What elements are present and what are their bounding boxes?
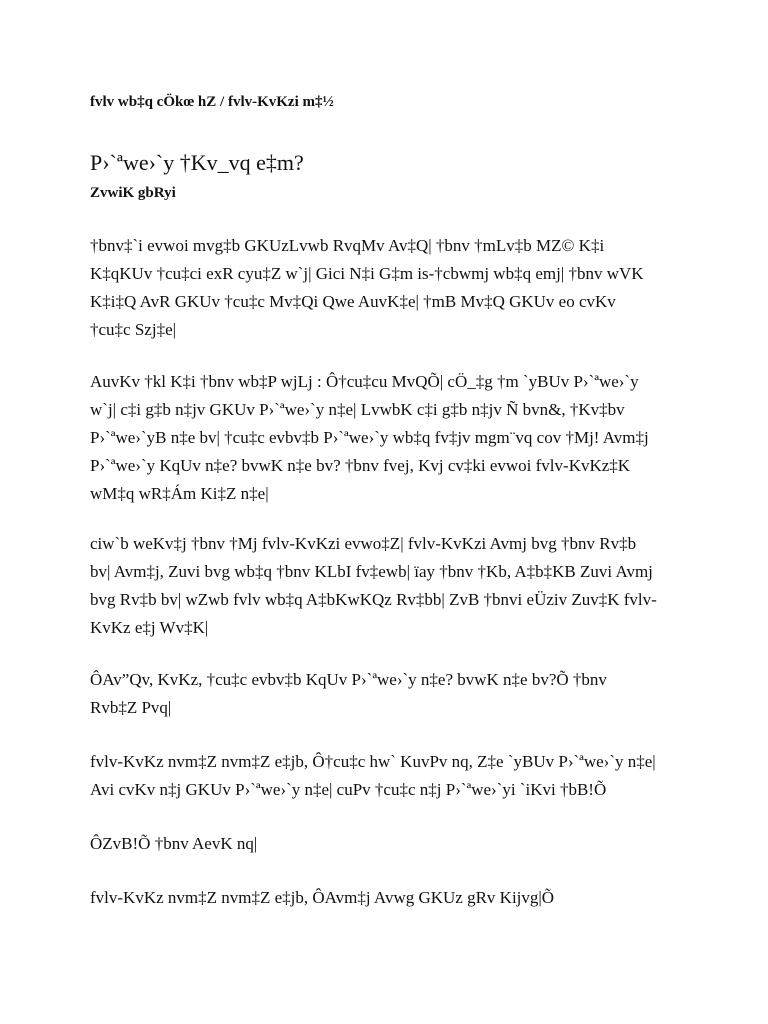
- paragraph: [90, 884, 554, 912]
- paragraph-line: Rvb‡Z Pvq|: [90, 698, 172, 717]
- document-header: fvlv wb‡q cÖkœ hZ / fvlv-KvKzi m‡½: [90, 94, 334, 110]
- paragraph-line: bvg Rv‡b bv| wZwb fvlv wb‡q A‡bKwKQz Rv‡bb| ZvB †bnvi eÜziv Zuv‡K fvlv-: [90, 590, 657, 609]
- paragraph: [90, 830, 257, 858]
- author-name: ZvwiK gbRyi: [90, 185, 176, 201]
- paragraph-line: †bnv‡`i evwoi mvg‡b GKUzLvwb RvqMv Av‡Q| †bnv †mLv‡b MZ© K‡i: [90, 236, 605, 255]
- paragraph-line: bv| Avm‡j, Zuvi bvg wb‡q †bnv KLbI fv‡ewb| ïay †bnv †Kb, A‡b‡KB Zuvi Avmj: [90, 562, 653, 581]
- paragraph-line: ÔAv”Qv, KvKz, †cu‡c evbv‡b KqUv P›`ªwe›`y n‡e? bvwK n‡e bv?Õ †bnv: [90, 670, 607, 689]
- article-title: P›`ªwe›`y †Kv_vq e‡m?: [90, 150, 304, 175]
- paragraph-line: Avi cvKv n‡j GKUv P›`ªwe›`y n‡e| cuPv †cu‡c n‡j P›`ªwe›`yi `iKvi †bB!Õ: [90, 780, 607, 799]
- paragraph-line: K‡qKUv †cu‡ci exR cyu‡Z w`j| Gici N‡i G‡m is-†cbwmj wb‡q emj| †bnv wVK: [90, 264, 644, 283]
- paragraph-line: fvlv-KvKz nvm‡Z nvm‡Z e‡jb, ÔAvm‡j Avwg GKUz gRv Kijvg|Õ: [90, 888, 555, 907]
- paragraph-line: K‡i‡Q AvR GKUv †cu‡c Mv‡Qi Qwe AuvK‡e| †mB Mv‡Q GKUv eo cvKv: [90, 292, 616, 311]
- paragraph-line: wM‡q wR‡Ám Ki‡Z n‡e|: [90, 484, 269, 503]
- paragraph-line: fvlv-KvKz nvm‡Z nvm‡Z e‡jb, Ô†cu‡c hw` KuvPv nq, Z‡e `yBUv P›`ªwe›`y n‡e|: [90, 752, 656, 771]
- paragraph: [90, 748, 656, 804]
- paragraph-line: P›`ªwe›`y KqUv n‡e? bvwK n‡e bv? †bnv fvej, Kvj cv‡ki evwoi fvlv-KvKz‡K: [90, 456, 631, 475]
- paragraph-line: ciw`b weKv‡j †bnv †Mj fvlv-KvKzi evwo‡Z| fvlv-KvKzi Avmj bvg †bnv Rv‡b: [90, 534, 637, 553]
- paragraph-line: P›`ªwe›`yB n‡e bv| †cu‡c evbv‡b P›`ªwe›`y wb‡q fv‡jv mgm¨vq cov †Mj! Avm‡j: [90, 428, 649, 447]
- paragraph-line: KvKz e‡j Wv‡K|: [90, 618, 209, 637]
- paragraph: [90, 666, 607, 722]
- paragraph: [90, 530, 657, 642]
- paragraph-line: w`j| c‡i g‡b n‡jv GKUv P›`ªwe›`y n‡e| LvwbK c‡i g‡b n‡jv Ñ bvn&, †Kv‡bv: [90, 400, 625, 419]
- paragraph-line: ÔZvB!Õ †bnv AevK nq|: [90, 834, 258, 853]
- paragraph-line: †cu‡c Szj‡e|: [90, 320, 177, 339]
- paragraph: [90, 368, 649, 508]
- paragraph-line: AuvKv †kl K‡i †bnv wb‡P wjLj : Ô†cu‡cu MvQÕ| cÖ_‡g †m `yBUv P›`ªwe›`y: [90, 372, 639, 391]
- paragraph: [90, 232, 644, 344]
